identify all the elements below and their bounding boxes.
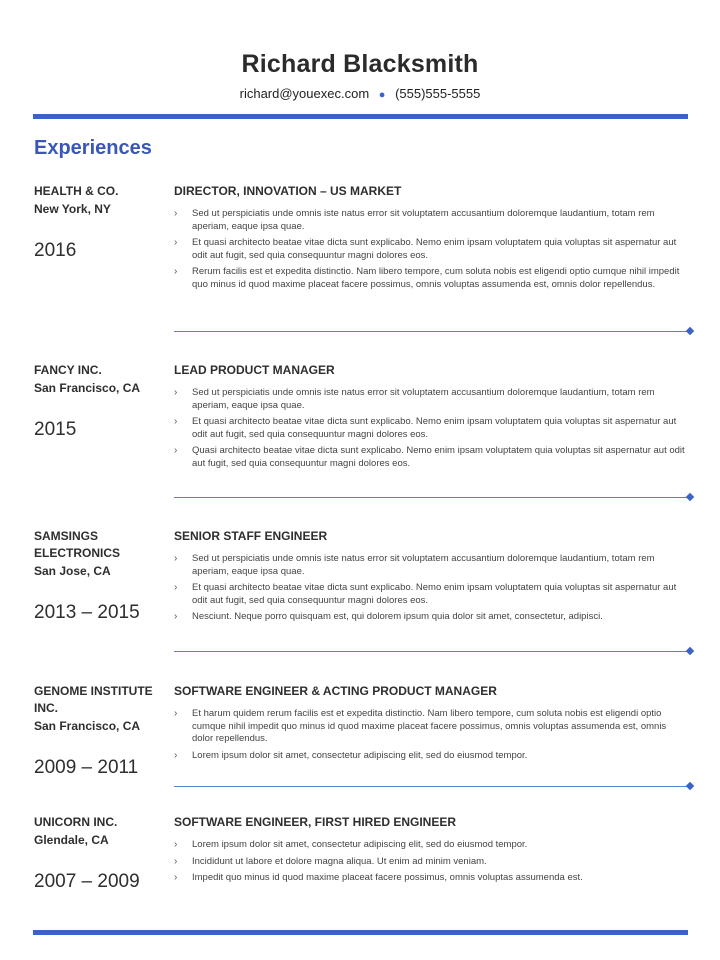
diamond-icon [686,493,694,501]
entry-details [174,683,689,766]
company-name: UNICORN INC. [34,815,118,829]
company-location: San Jose, CA [34,564,111,578]
chevron-right-icon: › [174,582,178,593]
entry-divider [174,331,691,332]
list-item: › Sed ut perspiciatis unde omnis iste natus error sit voluptatem accusantium doloremque laudantium, totam rem aperiam, eaque ipsa quae. [174,553,655,577]
list-item: › Impedit quo minus id quod maxime placeat facere possimus, omnis voluptas assumenda est. [174,872,583,883]
employment-years: 2015 [34,419,77,440]
entry-meta [34,683,164,779]
entry-meta [34,362,164,441]
company-name: SAMSINGS ELECTRONICS [34,529,121,560]
section-title: Experiences [34,137,152,159]
company-location: San Francisco, CA [34,719,141,733]
job-title: SENIOR STAFF ENGINEER [174,529,328,543]
responsibility-list [174,839,689,885]
email-link[interactable]: richard@youexec.com [239,86,370,101]
employment-years: 2009 – 2011 [34,757,139,778]
list-item: › Lorem ipsum dolor sit amet, consectetur adipiscing elit, sed do eiusmod tempor. [174,839,528,850]
chevron-right-icon: › [174,708,178,719]
resume-header [0,50,720,101]
contact-separator-icon: ● [378,89,386,101]
chevron-right-icon: › [174,237,178,248]
company-location: Glendale, CA [34,833,109,847]
responsibility-list [174,208,689,291]
chevron-right-icon: › [174,416,178,427]
list-item: › Sed ut perspiciatis unde omnis iste natus error sit voluptatem accusantium doloremque laudantium, totam rem aperiam, eaque ipsa quae. [174,387,655,411]
list-item: › Et quasi architecto beatae vitae dicta sunt explicabo. Nemo enim ipsam voluptatem quia voluptas sit aspernatur aut odit aut fugit, sed quia consequuntur magni dolores eos. [174,582,677,606]
job-title: SOFTWARE ENGINEER & ACTING PRODUCT MANAGER [174,684,497,698]
employment-years: 2016 [34,240,77,261]
responsibility-list [174,387,689,470]
chevron-right-icon: › [174,749,178,761]
entry-divider [174,497,691,498]
candidate-name: Richard Blacksmith [241,50,479,78]
job-title: LEAD PRODUCT MANAGER [174,363,335,377]
list-item: › Rerum facilis est et expedita distinctio. Nam libero tempore, cum soluta nobis est eligendi optio cumque nihil impedit quo minus id quod maxime placeat facere possimus, omnis voluptas assumenda est, omnis dolor repellendus. [174,266,680,290]
employment-years: 2013 – 2015 [34,602,140,623]
list-item: › Lorem ipsum dolor sit amet, consectetur adipiscing elit, sed do eiusmod tempor. [174,749,528,761]
job-title: DIRECTOR, INNOVATION – US MARKET [174,184,402,198]
entry-details [174,362,689,474]
list-item: › Et quasi architecto beatae vitae dicta sunt explicabo. Nemo enim ipsam voluptatem quia voluptas sit aspernatur aut odit aut fugit, sed quia consequuntur magni dolores eos. [174,416,677,440]
company-name: GENOME INSTITUTE INC. [34,684,153,715]
chevron-right-icon: › [174,872,178,883]
list-item: › Et harum quidem rerum facilis est et expedita distinctio. Nam libero tempore, cum soluta nobis est eligendi optio cumque nihil impedit quo minus id quod maxime placeat facere possimus, omnis voluptas assumenda est, omnis dolor repellendus. [174,708,667,744]
job-title: SOFTWARE ENGINEER, FIRST HIRED ENGINEER [174,815,457,829]
list-item: › Et quasi architecto beatae vitae dicta sunt explicabo. Nemo enim ipsam voluptatem quia voluptas sit aspernatur aut odit aut fugit, sed quia consequuntur magni dolores eos. [174,237,677,261]
responsibility-list [174,708,689,762]
chevron-right-icon: › [174,266,178,277]
diamond-icon [686,647,694,655]
list-item: › Sed ut perspiciatis unde omnis iste natus error sit voluptatem accusantium doloremque laudantium, totam rem aperiam, eaque ipsa quae. [174,208,655,232]
chevron-right-icon: › [174,611,178,622]
chevron-right-icon: › [174,208,178,219]
bottom-divider [33,930,688,935]
chevron-right-icon: › [174,445,178,456]
chevron-right-icon: › [174,387,178,398]
entry-meta [34,528,164,624]
diamond-icon [686,327,694,335]
entry-details [174,814,689,889]
diamond-icon [686,782,694,790]
entry-meta [34,183,164,262]
chevron-right-icon: › [174,553,178,564]
entry-meta [34,814,164,893]
contact-line [0,86,720,101]
list-item: › Quasi architecto beatae vitae dicta sunt explicabo. Nemo enim ipsam voluptatem quia voluptas sit aspernatur aut odit aut fugit, sed quia consequuntur magni dolores eos. [174,445,685,469]
chevron-right-icon: › [174,839,178,850]
top-divider [33,114,688,119]
entry-divider [174,651,691,652]
employment-years: 2007 – 2009 [34,871,140,892]
company-location: San Francisco, CA [34,381,141,395]
responsibility-list [174,553,689,624]
list-item: › Nesciunt. Neque porro quisquam est, qui dolorem ipsum quia dolor sit amet, consectetur, adipisci. [174,611,603,622]
chevron-right-icon: › [174,855,178,867]
phone-number[interactable]: (555)555-5555 [395,86,481,101]
entry-divider [174,786,691,787]
entry-details [174,183,689,295]
company-name: FANCY INC. [34,363,102,377]
company-location: New York, NY [34,202,111,216]
company-name: HEALTH & CO. [34,184,119,198]
entry-details [174,528,689,628]
list-item: › Incididunt ut labore et dolore magna aliqua. Ut enim ad minim veniam. [174,855,487,867]
